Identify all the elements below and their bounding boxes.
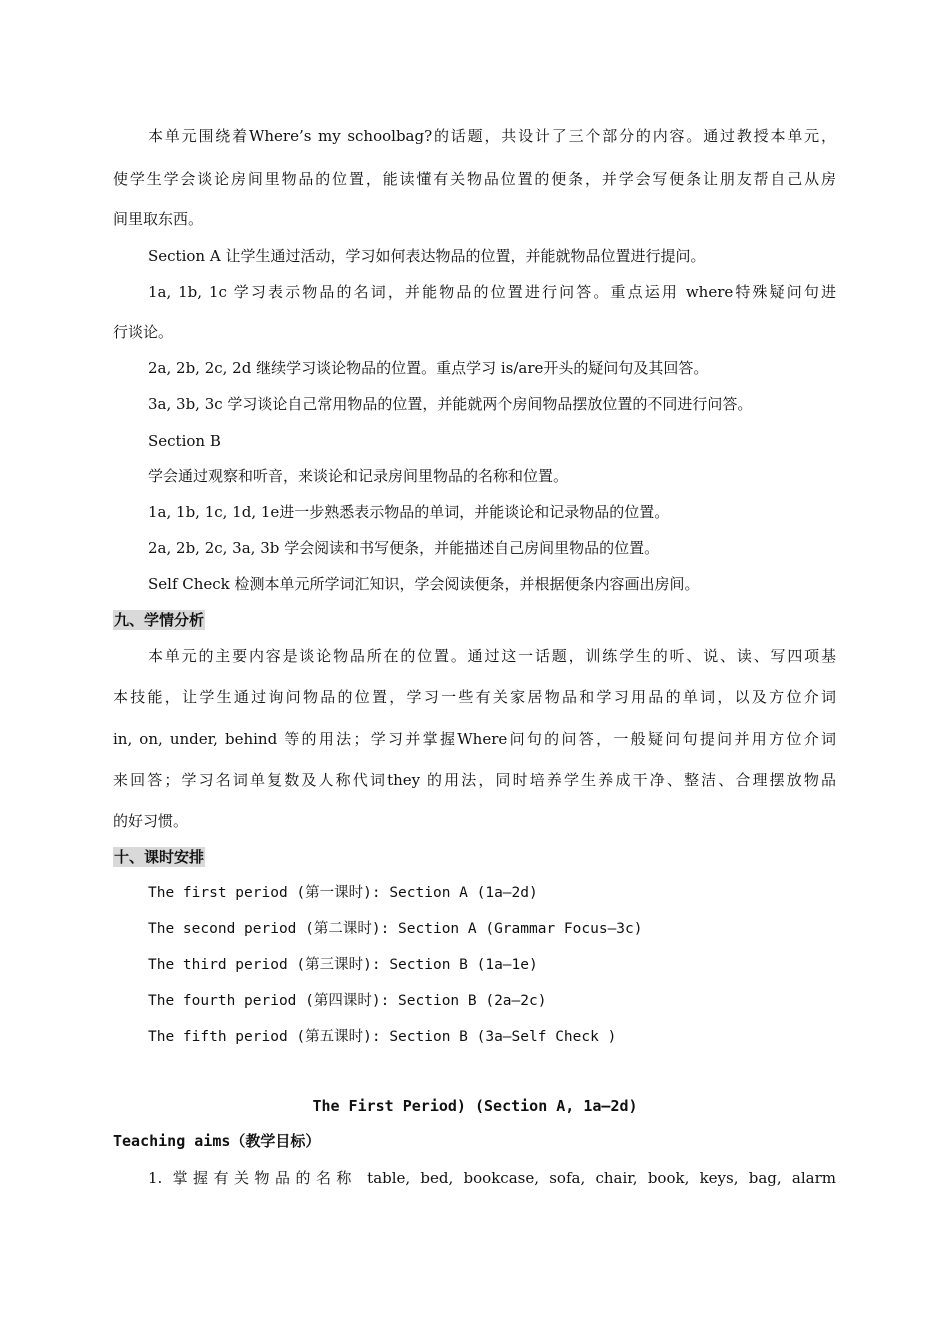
- section-b-title: Section B: [148, 432, 221, 450]
- schedule-period-5: The fifth period (第五课时): Section B (3a–Self Check ): [148, 1029, 617, 1045]
- analysis-line-3: in, on, under, behind 等的用法；学习并掌握Where问句的问答，一般疑问句提问并用方位介词: [113, 730, 836, 748]
- section-a-overview: Section A 让学生通过活动，学习如何表达物品的位置，并能就物品位置进行提问。: [148, 247, 706, 265]
- section-a-p2: 2a, 2b, 2c, 2d 继续学习谈论物品的位置。重点学习 is/are开头的疑问句及其回答。: [148, 359, 709, 377]
- section-b-p3: Self Check 检测本单元所学词汇知识，学会阅读便条，并根据便条内容画出房间。: [148, 575, 700, 593]
- teaching-aim-1: 1. 掌握有关物品的名称 table, bed, bookcase, sofa, chair, book, keys, bag, alarm: [148, 1169, 836, 1187]
- schedule-heading: 十、课时安排: [114, 848, 205, 866]
- section-a-p1-line1: 1a, 1b, 1c 学习表示物品的名词，并能物品的位置进行问答。重点运用 where特殊疑问句进: [148, 283, 836, 301]
- analysis-line-5: 的好习惯。: [113, 812, 189, 830]
- section-b-p1: 1a, 1b, 1c, 1d, 1e进一步熟悉表示物品的单词，并能谈论和记录物品的位置。: [148, 503, 670, 521]
- section-a-p3: 3a, 3b, 3c 学习谈论自己常用物品的位置，并能就两个房间物品摆放位置的不同进行问答。: [148, 395, 753, 413]
- intro-line-3: 间里取东西。: [113, 210, 204, 228]
- analysis-line-1: 本单元的主要内容是谈论物品所在的位置。通过这一话题，训练学生的听、说、读、写四项基: [148, 647, 836, 665]
- teaching-aims-heading: Teaching aims（教学目标）: [113, 1132, 321, 1150]
- section-b-p2: 2a, 2b, 2c, 3a, 3b 学会阅读和书写便条，并能描述自己房间里物品的位置。: [148, 539, 660, 557]
- intro-line-2: 使学生学会谈论房间里物品的位置，能读懂有关物品位置的便条，并学会写便条让朋友帮自己从房: [113, 170, 836, 188]
- section-b-overview: 学会通过观察和听音，来谈论和记录房间里物品的名称和位置。: [148, 467, 569, 485]
- schedule-period-4: The fourth period (第四课时): Section B (2a–2c): [148, 993, 547, 1009]
- analysis-line-4: 来回答；学习名词单复数及人称代词they 的用法，同时培养学生养成干净、整洁、合理摆放物品: [113, 771, 836, 789]
- analysis-heading: 九、学情分析: [114, 611, 205, 629]
- schedule-period-1: The first period (第一课时): Section A (1a–2d): [148, 885, 538, 901]
- analysis-line-2: 本技能，让学生通过询问物品的位置，学习一些有关家居物品和学习用品的单词，以及方位介词: [113, 688, 836, 706]
- first-period-title: The First Period) (Section A, 1a–2d): [312, 1097, 638, 1115]
- schedule-period-3: The third period (第三课时): Section B (1a–1e): [148, 957, 538, 973]
- schedule-period-2: The second period (第二课时): Section A (Grammar Focus–3c): [148, 921, 643, 937]
- intro-line-1: 本单元围绕着Where’s my schoolbag?的话题，共设计了三个部分的内容。通过教授本单元，: [148, 127, 836, 145]
- section-a-p1-line2: 行谈论。: [113, 323, 174, 341]
